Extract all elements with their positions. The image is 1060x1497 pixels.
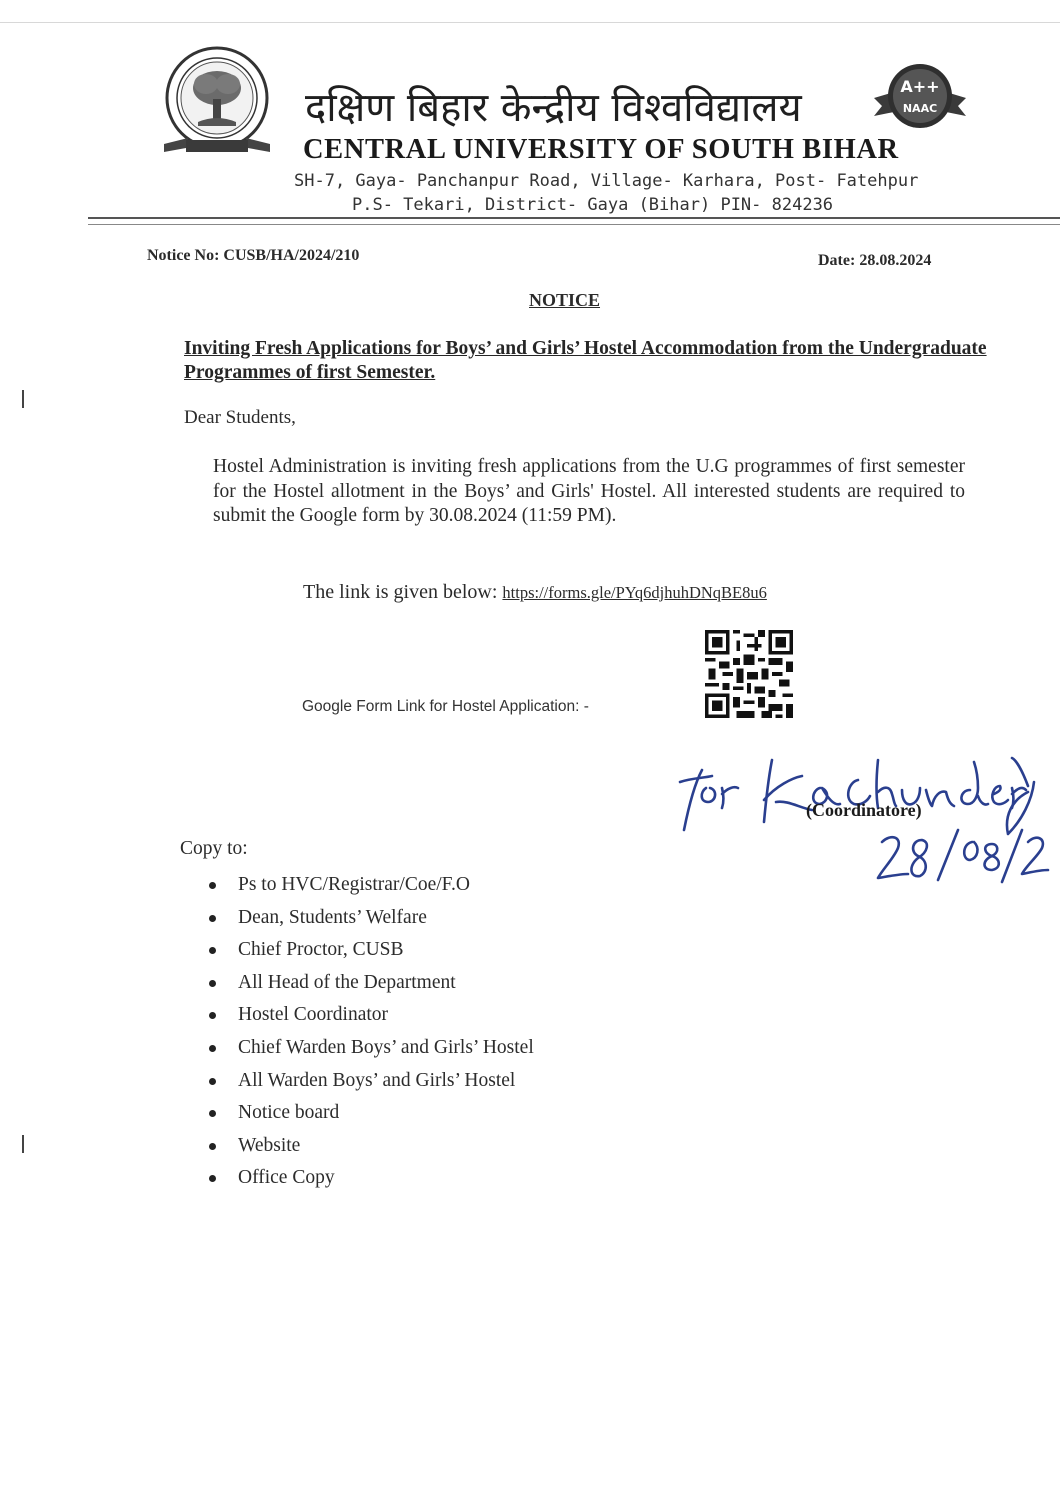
bullet-icon [209,947,216,954]
list-item-text: Chief Proctor, CUSB [238,939,404,961]
list-item [206,903,534,936]
list-item [206,1000,534,1033]
list-item-text: Website [238,1134,301,1156]
bullet-icon [209,915,216,922]
google-form-label: Google Form Link for Hostel Application: - [302,698,589,715]
list-item-text: Hostel Coordinator [238,1004,389,1026]
list-item [206,968,534,1001]
scan-artifact-line [0,22,1060,23]
bullet-icon [209,1110,216,1117]
coordinator-designation: (Coordinatore) [806,800,922,820]
naac-label: NAAC [902,102,938,115]
link-line [303,581,767,604]
notice-body: Hostel Administration is inviting fresh applications from the U.G programmes of first semester for the Hostel allotment in the Boys’ and Girls' Hostel. All interested students are required to submit the Google form by 30.08.2024 (11:59 PM). [213,456,965,526]
university-name-english: CENTRAL UNIVERSITY OF SOUTH BIHAR [303,134,899,165]
list-item-text: Chief Warden Boys’ and Girls’ Hostel [238,1036,534,1058]
list-item [206,1131,534,1164]
salutation: Dear Students, [184,407,296,428]
list-item-text: Notice board [238,1102,340,1124]
copy-to-list [206,870,534,1196]
list-item-text: Office Copy [238,1167,335,1189]
list-item [206,1163,534,1196]
list-item [206,870,534,903]
scan-edge-mark [22,1135,24,1153]
address-line-2: P.S- Tekari, District- Gaya (Bihar) PIN- 824236 [352,195,834,215]
google-form-link[interactable]: https://forms.gle/PYq6djhuhDNqBE8u6 [502,583,767,602]
list-item [206,1033,534,1066]
list-item [206,935,534,968]
list-item-text: All Head of the Department [238,971,456,993]
list-item-text: All Warden Boys’ and Girls’ Hostel [238,1069,516,1091]
header-divider [88,217,1060,219]
notice-heading: NOTICE [529,290,601,310]
list-item [206,1098,534,1131]
bullet-icon [209,1143,216,1150]
header-divider-thin [88,224,1060,225]
bullet-icon [209,1175,216,1182]
notice-subject: Inviting Fresh Applications for Boys’ and Girls’ Hostel Accommodation from the Undergraduate Programmes of first Semester. [184,338,987,383]
link-prefix: The link is given below: [303,581,503,603]
bullet-icon [209,980,216,987]
list-item [206,1066,534,1099]
notice-number: Notice No: CUSB/HA/2024/210 [147,247,360,264]
bullet-icon [209,1078,216,1085]
university-name-hindi: दक्षिण बिहार केन्द्रीय विश्वविद्यालय [305,85,802,131]
naac-badge-icon [872,56,968,140]
bullet-icon [209,1012,216,1019]
qr-code-icon[interactable] [705,630,793,718]
university-emblem-icon [158,44,276,162]
address-line-1: SH-7, Gaya- Panchanpur Road, Village- Karhara, Post- Fatehpur [294,171,919,191]
copy-to-label: Copy to: [180,838,248,859]
list-item-text: Dean, Students’ Welfare [238,906,427,928]
scan-edge-mark [22,390,24,408]
naac-grade: A++ [900,77,940,96]
notice-date: Date: 28.08.2024 [818,252,932,269]
list-item-text: Ps to HVC/Registrar/Coe/F.O [238,874,470,895]
bullet-icon [209,1045,216,1052]
bullet-icon [209,882,216,889]
